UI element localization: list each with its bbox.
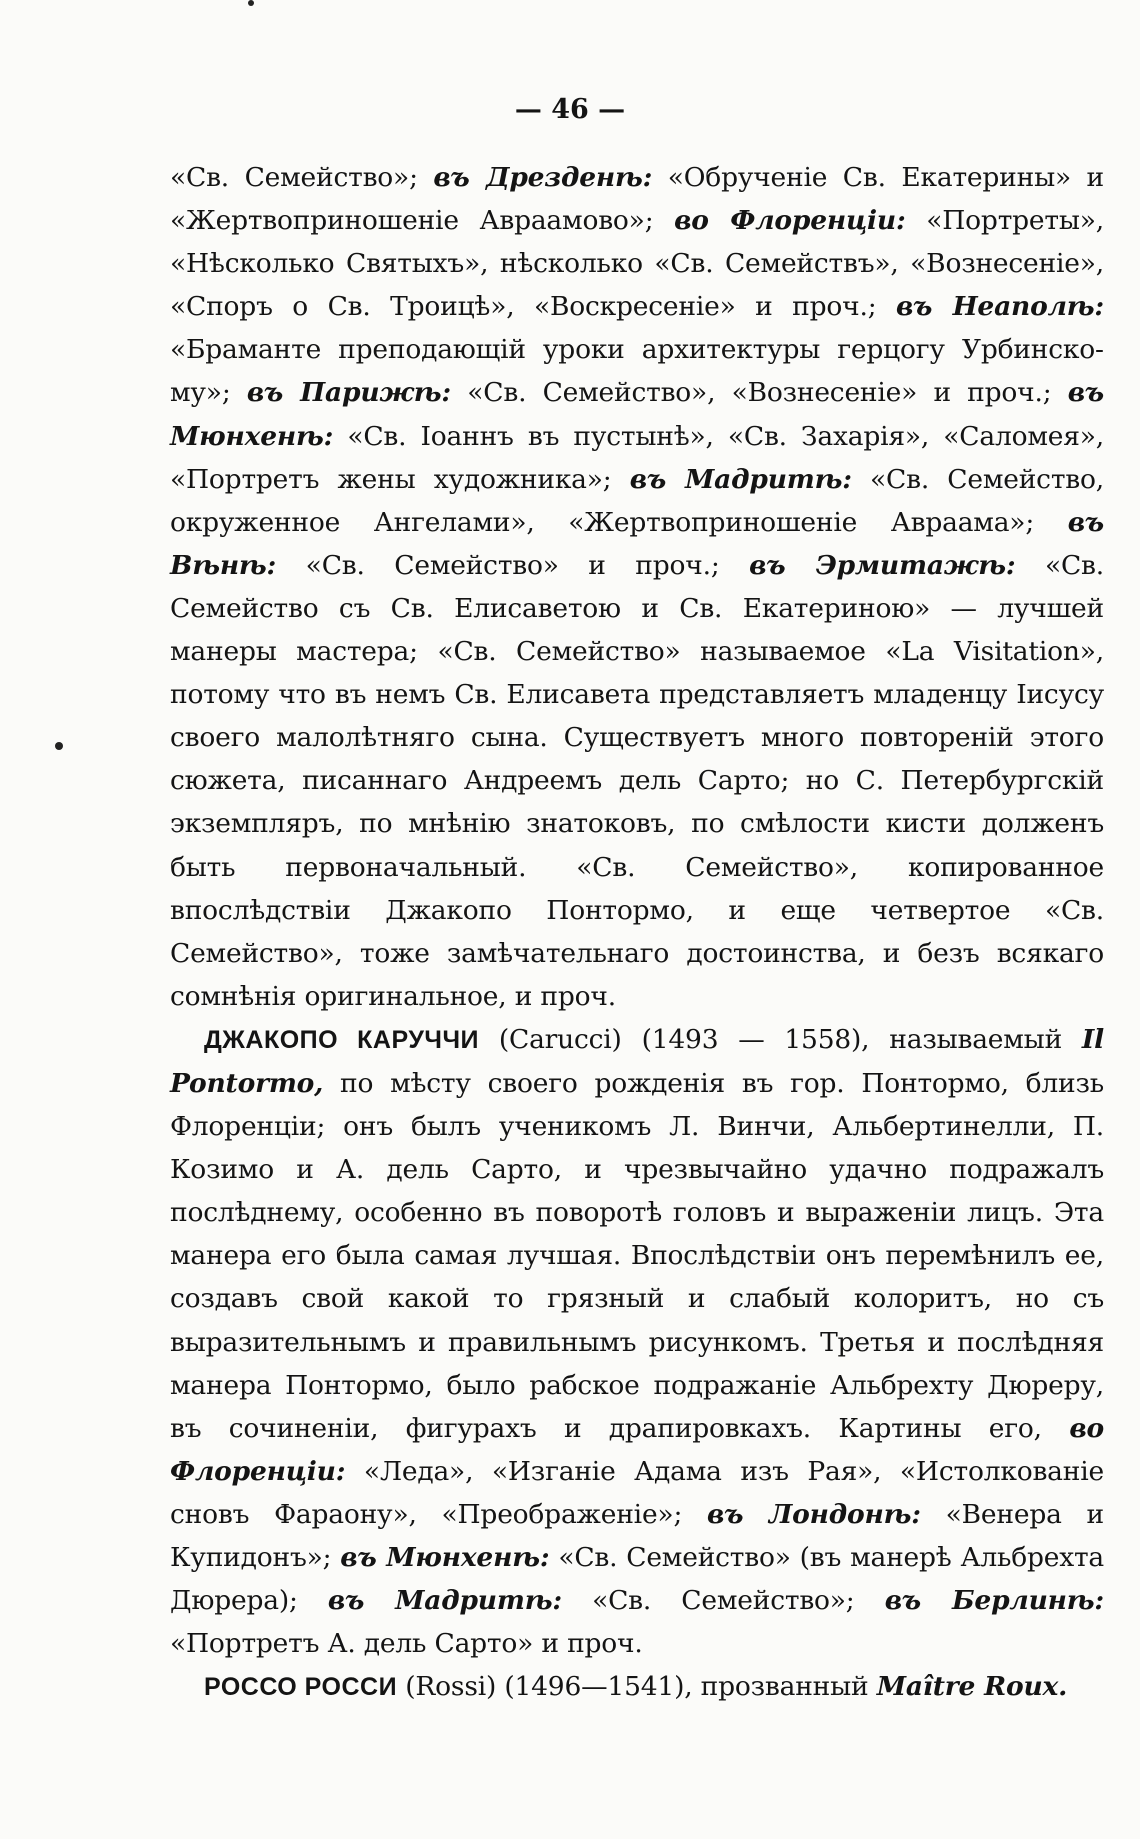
page-number: — 46 — bbox=[514, 94, 626, 125]
paragraph-rosso: РОССО РОССИ (Rossi) (1496—1541), прозванный Maître Roux. bbox=[204, 1671, 1068, 1703]
ink-speck bbox=[248, 0, 254, 6]
paragraph-pontormo: ДЖАКОПО КАРУЧЧИ (Carucci) (1493 — 1558), называемый Il Pontormo, по мѣсту своего рожденія въ гор. Понтормо, близь Флоренціи; онъ былъ ученикомъ Л. Винчи, Альбертинелли, П. Козимо и А. дель Сарто, и чрезвычайно удачно подражалъ послѣднему, особенно въ поворотѣ головъ и выраженіи лицъ. Эта манера его была самая лучшая. Впослѣдствіи онъ перемѣнилъ ее, создавъ свой какой то грязный и слабый колоритъ, но съ выразительнымъ и правильнымъ рисункомъ. Третья и послѣдняя манера Понтормо, было рабское подражаніе Альбрехту Дюреру, въ сочиненіи, фигурахъ и драпировкахъ. Картины его, во Флоренціи: «Леда», «Изганіе Адама изъ Рая», «Истолкованіе сновъ Фараону», «Преображеніе»; въ Лондонѣ: «Венера и Купидонъ»; въ Мюнхенѣ: «Св. Семейство» (въ манерѣ Альбрехта Дюрера); въ Мадритѣ: «Св. Семейство»; въ Берлинѣ: «Портретъ А. дель Сарто» и проч. bbox=[170, 1023, 1105, 1660]
place-name: во Флоренціи: bbox=[674, 205, 906, 237]
place-name: въ Дрезденѣ: bbox=[433, 162, 653, 193]
place-name: въ Неаполѣ: bbox=[895, 291, 1104, 323]
body-text bbox=[170, 156, 1104, 1709]
place-name: въ Мюнхенѣ: bbox=[340, 1542, 550, 1573]
place-name: въ Эрмитажѣ: bbox=[749, 549, 1016, 581]
artist-name: РОССО РОССИ bbox=[204, 1673, 398, 1702]
place-name: въ Мюнхенѣ: bbox=[170, 377, 1104, 452]
place-name: во Флоренціи: bbox=[170, 1412, 1104, 1487]
place-name: въ Лондонѣ: bbox=[707, 1498, 921, 1530]
place-name: въ Парижѣ: bbox=[246, 377, 451, 409]
artist-name: ДЖАКОПО КАРУЧЧИ bbox=[204, 1025, 479, 1054]
ink-speck bbox=[55, 742, 63, 750]
paragraph-sarto-works: «Св. Семейство»; въ Дрезденѣ: «Обрученіе Св. Екатерины» и «Жертвоприношеніе Авраамово»; во Флоренціи: «Портреты», «Нѣсколько Святыхъ», нѣсколько «Св. Семействъ», «Вознесеніе», «Споръ о Св. Троицѣ», «Воскресеніе» и проч.; въ Неаполѣ: «Браманте преподающій уроки архитектуры герцогу Урбинскому»; въ Парижѣ: «Св. Семейство», «Вознесеніе» и проч.; въ Мюнхенѣ: «Св. Іоаннъ въ пустынѣ», «Св. Захарія», «Саломея», «Портретъ жены художника»; въ Мадритѣ: «Св. Семейство, окруженное Ангелами», «Жертвоприношеніе Авраама»; въ Вѣнѣ: «Св. Семейство» и проч.; въ Эрмитажѣ: «Св. Семейство съ Св. Елисаветою и Св. Екатериною» — лучшей манеры мастера; «Св. Семейство» называемое «La Visitation», потому что въ немъ Св. Елисавета представляетъ младенцу Іисусу своего малолѣтняго сына. Существуетъ много повтореній этого сюжета, писаннаго Андреемъ дель Сарто; но С. Петербургскій экземпляръ, по мнѣнію знатоковъ, по смѣлости кисти долженъ быть первоначальный. «Св. Семейство», копированное впослѣдствіи Джакопо Понтормо, и еще четвертое «Св. Семейство», тоже замѣчательнаго достоинства, и безъ всякаго сомнѣнія оригинальное, и проч. bbox=[170, 162, 1104, 1012]
place-name: въ Мадритѣ: bbox=[327, 1585, 562, 1617]
artist-alias: Il Pontormo, bbox=[170, 1023, 1104, 1099]
artist-alias: Maître Roux. bbox=[876, 1671, 1068, 1703]
place-name: въ Мадритѣ: bbox=[629, 463, 852, 495]
place-name: въ Вѣнѣ: bbox=[170, 506, 1104, 581]
place-name: въ Берлинѣ: bbox=[884, 1585, 1104, 1617]
